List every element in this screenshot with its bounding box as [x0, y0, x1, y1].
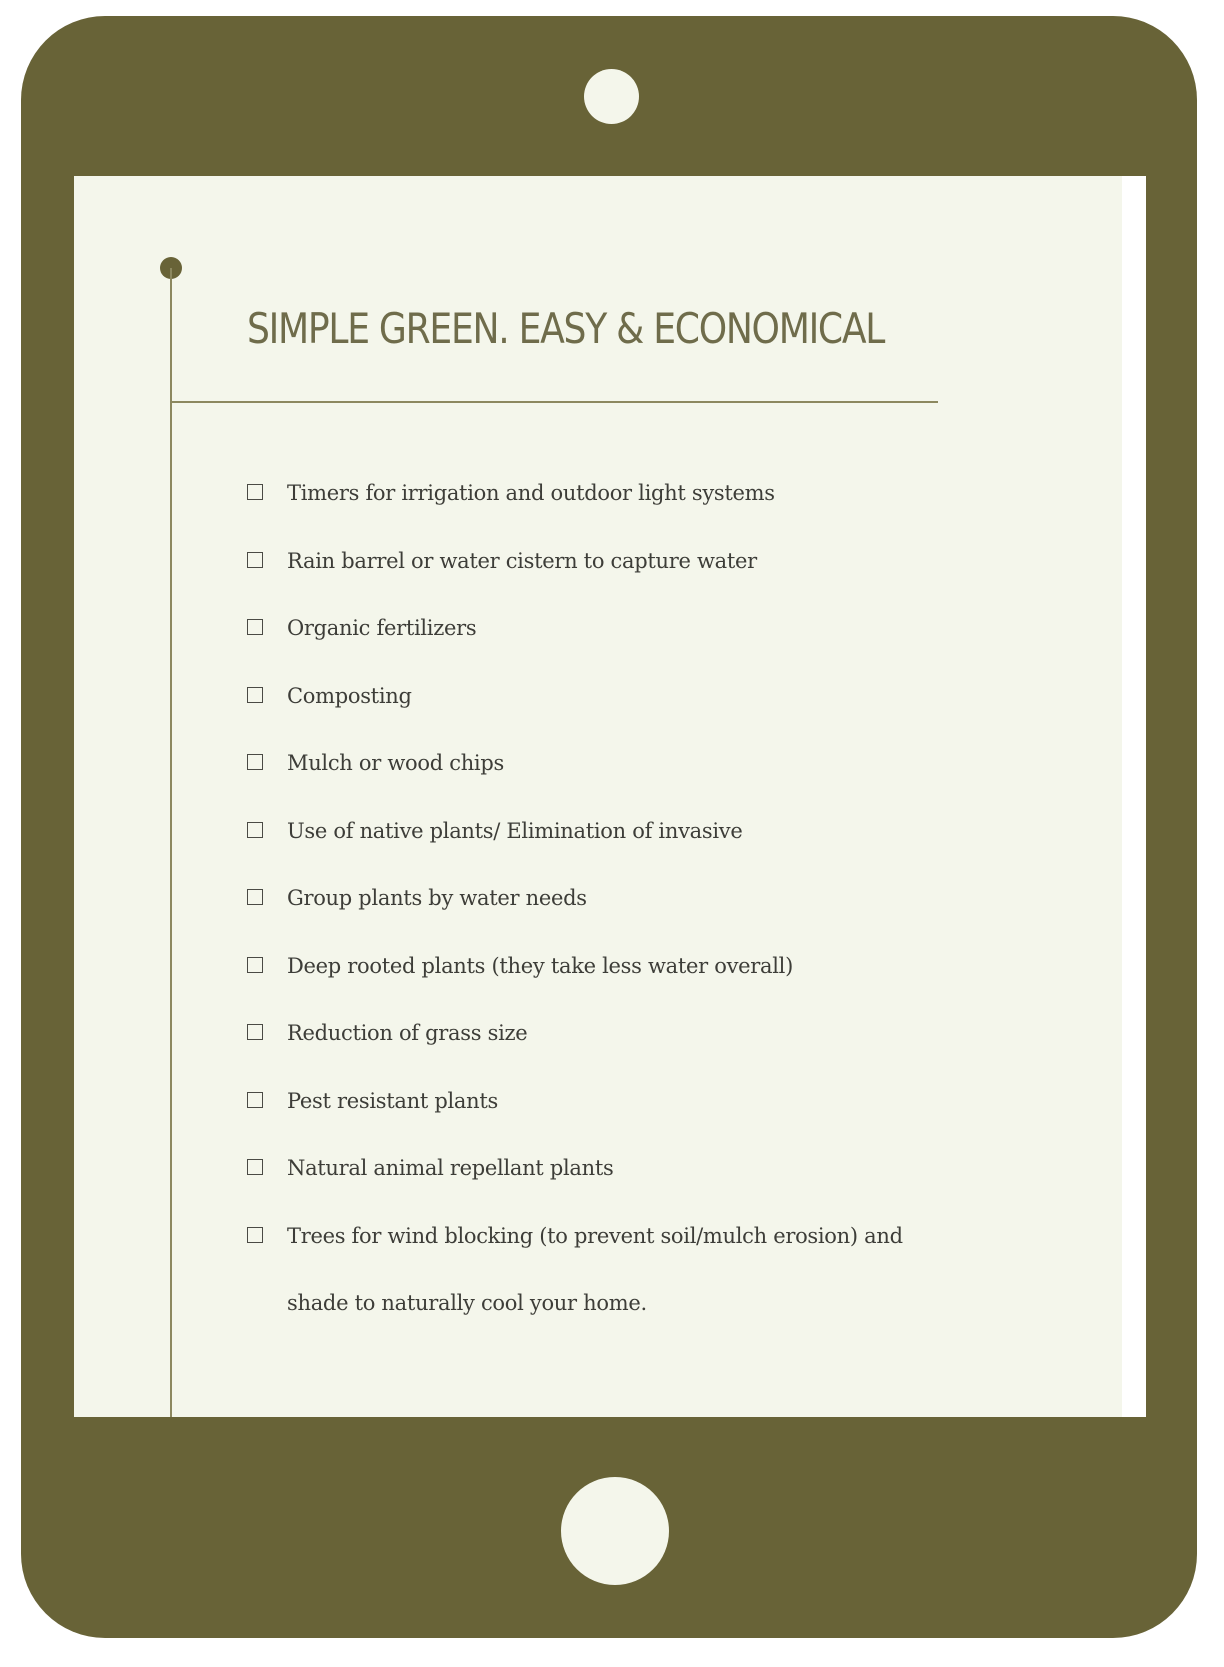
checkbox[interactable]: [247, 687, 263, 703]
tablet-screen: [74, 176, 1122, 1417]
checklist-item: [247, 460, 1107, 528]
checkbox[interactable]: [247, 552, 263, 568]
checklist-item-label: Natural animal repellant plants: [287, 1156, 614, 1180]
checklist-item-label: Use of native plants/ Elimination of invasive: [287, 818, 743, 843]
checklist-item: [247, 1068, 1107, 1136]
checklist-item: [247, 595, 1107, 663]
checklist-item: [247, 933, 1107, 1001]
checklist-item-label: Pest resistant plants: [287, 1088, 498, 1113]
checklist-item: [247, 1203, 1107, 1338]
checklist-item: [247, 1000, 1107, 1068]
checklist-item-label: Group plants by water needs: [287, 886, 587, 910]
checklist-item: [247, 528, 1107, 596]
checkbox[interactable]: [247, 822, 263, 838]
checkbox[interactable]: [247, 889, 263, 905]
checkbox[interactable]: [247, 957, 263, 973]
checklist: [247, 460, 1107, 1338]
title-divider: [170, 401, 938, 403]
checklist-item-label: Reduction of grass size: [287, 1021, 528, 1045]
checklist-item-label: Trees for wind blocking (to prevent soil/mulch erosion) and shade to naturally cool your home.: [287, 1223, 903, 1315]
page-title: SIMPLE GREEN. EASY & ECONOMICAL: [247, 304, 885, 353]
checkbox[interactable]: [247, 1024, 263, 1040]
checkbox[interactable]: [247, 754, 263, 770]
checkbox[interactable]: [247, 619, 263, 635]
checklist-item-label: Organic fertilizers: [287, 616, 477, 640]
checkbox[interactable]: [247, 1092, 263, 1108]
checklist-item: [247, 1135, 1107, 1203]
checklist-item: [247, 865, 1107, 933]
checklist-item: [247, 663, 1107, 731]
timeline-line: [170, 268, 172, 1417]
checklist-item-label: Rain barrel or water cistern to capture water: [287, 548, 757, 573]
camera-icon: [584, 69, 639, 124]
checkbox[interactable]: [247, 484, 263, 500]
checklist-item-label: Timers for irrigation and outdoor light systems: [287, 481, 775, 505]
checkbox[interactable]: [247, 1227, 263, 1243]
tablet-frame: [21, 16, 1197, 1638]
checklist-item: [247, 730, 1107, 798]
home-button[interactable]: [561, 1477, 669, 1585]
checkbox[interactable]: [247, 1159, 263, 1175]
checklist-item-label: Deep rooted plants (they take less water overall): [287, 953, 793, 978]
checklist-item: [247, 798, 1107, 866]
checklist-item-label: Mulch or wood chips: [287, 751, 504, 775]
checklist-item-label: Composting: [287, 683, 412, 708]
